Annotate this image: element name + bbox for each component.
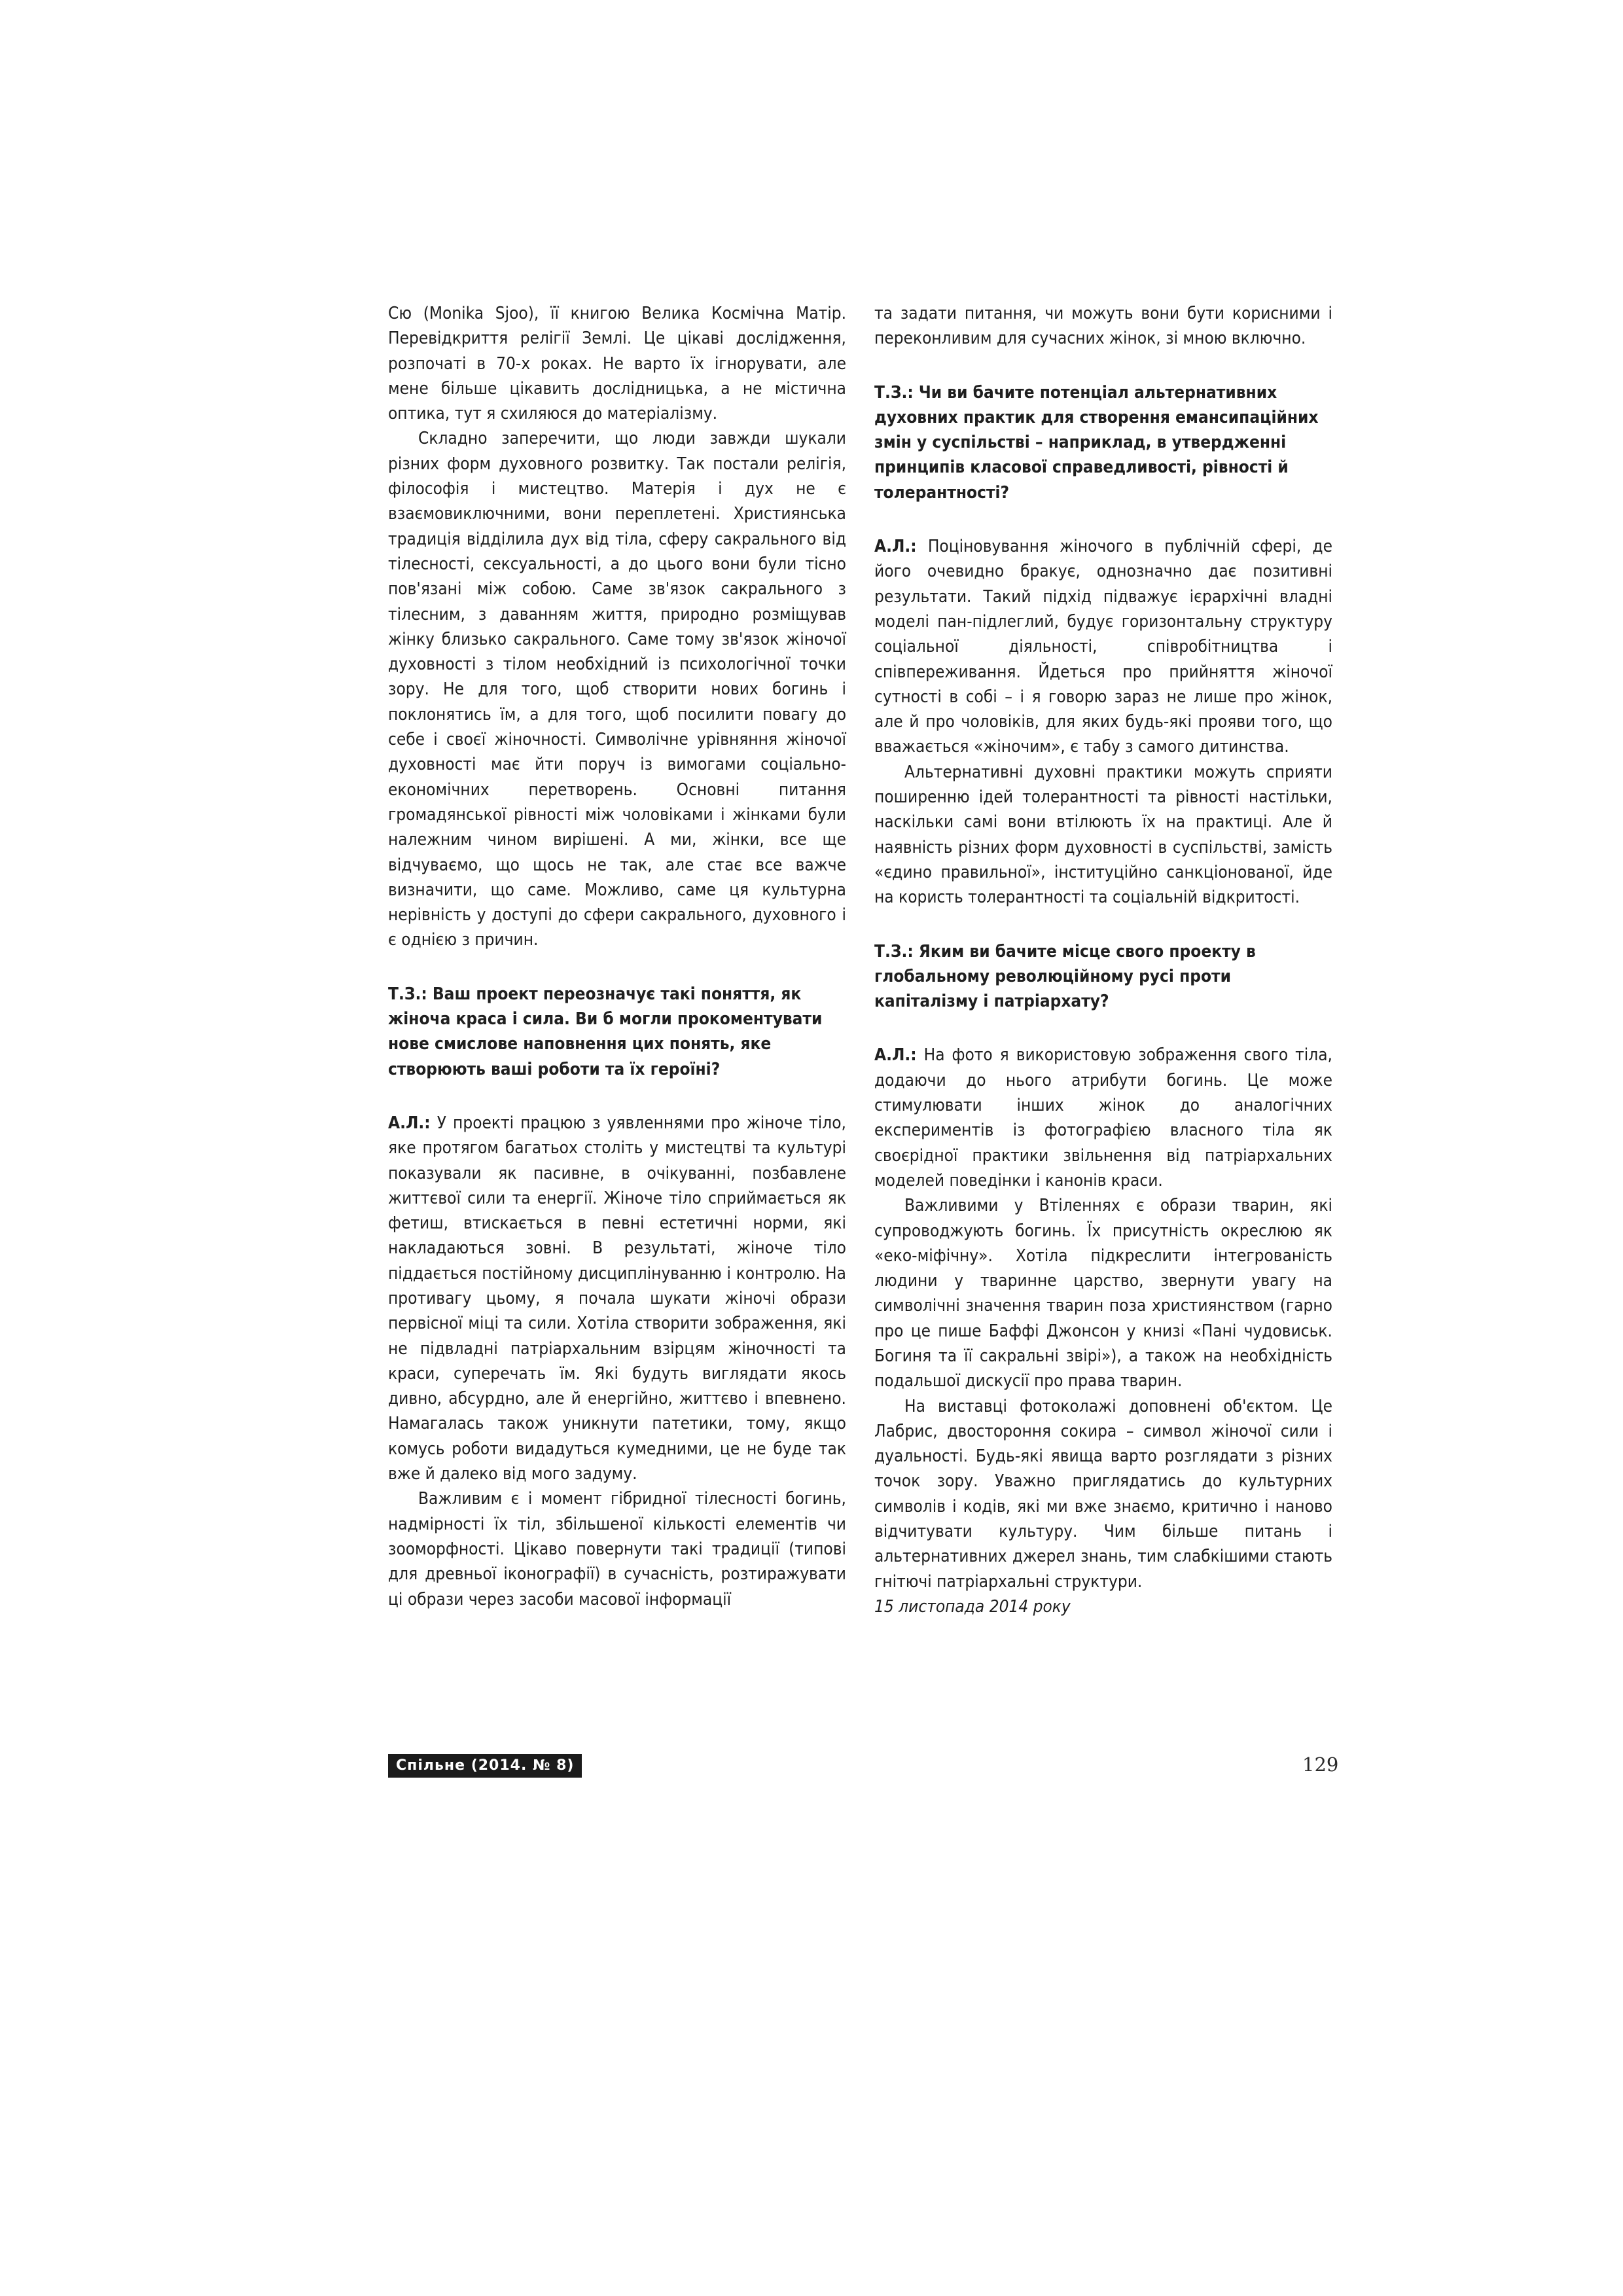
speaker-label: А.Л.: — [388, 1113, 431, 1133]
answer-text: Поціновування жіночого в публічній сфері, де його очевидно бракує, однозначно дає позитивні результати. Такий підхід підважує ієрархічні владні моделі пан-підлеглий, будує горизонтальну структуру соціальної діяльності, співробітництва і співпереживання. Йдеться про прийняття жіночої сутності в собі – і я говорю зараз не лише про жінок, але й про чоловіків, для яких будь-які прояви того, що вважається «жіночим», є табу з самого дитинства. — [874, 537, 1332, 757]
interview-answer — [388, 1111, 846, 1486]
answer-text: На фото я використовую зображення свого тіла, додаючи до нього атрибути богинь. Це може стимулювати інших жінок до аналогічних експериментів із фотографією власного тіла як своєрідної практики звільнення від патріархальних моделей поведінки і канонів краси. — [874, 1045, 1332, 1191]
journal-badge: Спільне (2014. № 8) — [388, 1754, 582, 1778]
answer-text: У проекті працюю з уявленнями про жіноче тіло, яке протягом багатьох століть у мистецтві та культурі показували як пасивне, в очікуванні, позбавлене життєвої сили та енергії. Жіноче тіло сприймається як фетиш, втискається в певні естетичні норми, які накладаються зовні. В результаті, жіноче тіло піддається постійному дисциплінуванню і контролю. На противагу цьому, я почала шукати жіночі образи первісної міці та сили. Хотіла створити зображення, які не підвладні патріархальним взірцям жіночності та краси, суперечать їм. Які будуть виглядати якось дивно, абсурдно, але й енергійно, життєво і впевнено. Намагалась також уникнути патетики, тому, якщо комусь роботи видадуться кумедними, це не буде так вже й далеко від мого задуму. — [388, 1113, 846, 1484]
paragraph: Важливим є і момент гібридної тілесності богинь, надмірності їх тіл, збільшеної кількості елементів чи зооморфності. Цікаво повернути такі традиції (типові для древньої іконографії) в сучасність, розтиражувати ці образи через засоби масової інформації — [388, 1489, 846, 1609]
interview-question: Т.З.: Чи ви бачите потенціал альтернативних духовних практик для створення емансипаційних змін у суспільстві – наприклад, в утвердженні принципів класової справедливості, рівності й толерантності? — [874, 382, 1319, 503]
interview-answer — [874, 1043, 1332, 1193]
left-column — [388, 301, 846, 1612]
speaker-label: А.Л.: — [874, 537, 917, 557]
paragraph: та задати питання, чи можуть вони бути корисними і переконливим для сучасних жінок, зі мною включно. — [874, 304, 1332, 349]
right-column — [874, 301, 1332, 1619]
paragraph: Складно заперечити, що люди завжди шукали різних форм духовного розвитку. Так постали релігія, філософія і мистецтво. Матерія і дух не є взаємовиключними, вони переплетені. Християнська традиція відділила дух від тіла, сферу сакрального від тілесності, сексуальності, а до цього вони були тісно пов'язані між собою. Саме зв'язок сакрального з тілесним, з даванням життя, природно розміщував жінку близько сакрального. Саме тому зв'язок жіночої духовності з тілом необхідний із психологічної точки зору. Не для того, щоб створити нових богинь і поклонятись їм, а для того, щоб посилити повагу до себе і своєї жіночності. Символічне урівняння жіночої духовності має йти поруч із вимогами соціально-економічних перетворень. Основні питання громадянської рівності між чоловіками і жінками були належним чином вирішені. А ми, жінки, все ще відчуваємо, що щось не так, але стає все важче визначити, що саме. Можливо, саме ця культурна нерівність у доступі до сфери сакрального, духовного і є однією з причин. — [388, 429, 846, 950]
paragraph: На виставці фотоколажі доповнені об'єктом. Це Лабрис, двостороння сокира – символ жіночої сили і дуальності. Будь-які явища варто розглядати з різних точок зору. Уважно приглядатись до культурних символів і кодів, які ми вже знаємо, критично і наново відчитувати культуру. Чим більше питань і альтернативних джерел знань, тим слабкішими стають гнітючі патріархальні структури. — [874, 1396, 1332, 1592]
interview-question: Т.З.: Яким ви бачите місце свого проекту в глобальному революційному русі проти капіталізму і патріархату? — [874, 941, 1256, 1012]
interview-question: Т.З.: Ваш проект переозначує такі поняття, як жіноча краса і сила. Ви б могли прокоментувати нове смислове наповнення цих понять, яке створюють ваші роботи та їх героїні? — [388, 984, 823, 1079]
interview-date: 15 листопада 2014 року — [874, 1596, 1071, 1617]
page-number: 129 — [1302, 1753, 1339, 1776]
paragraph: Сю (Monika Sjoo), її книгою Велика Космічна Матір. Перевідкриття релігії Землі. Це цікаві дослідження, розпочаті в 70-х роках. Не варто їх ігнорувати, але мене більше цікавить дослідницька, а не містична оптика, тут я схиляюся до матеріалізму. — [388, 304, 846, 424]
paragraph: Важливими у Втіленнях є образи тварин, які супроводжують богинь. Їх присутність окреслюю як «еко-міфічну». Хотіла підкреслити інтегрованість людини у тваринне царство, звернути увагу на символічні значення тварин поза християнством (гарно про це пише Баффі Джонсон у книзі «Пані чудовиськ. Богиня та її сакральні звірі»), а також на необхідність подальшої дискусії про права тварин. — [874, 1196, 1332, 1391]
speaker-label: А.Л.: — [874, 1045, 917, 1066]
interview-answer — [874, 534, 1332, 760]
paragraph: Альтернативні духовні практики можуть сприяти поширенню ідей толерантності та рівності настільки, наскільки самі вони втілюють їх на практиці. Але й наявність різних форм духовності в суспільстві, замість «єдино правильної», інституційно санкціонованої, йде на користь толерантності та соціальній відкритості. — [874, 762, 1332, 908]
